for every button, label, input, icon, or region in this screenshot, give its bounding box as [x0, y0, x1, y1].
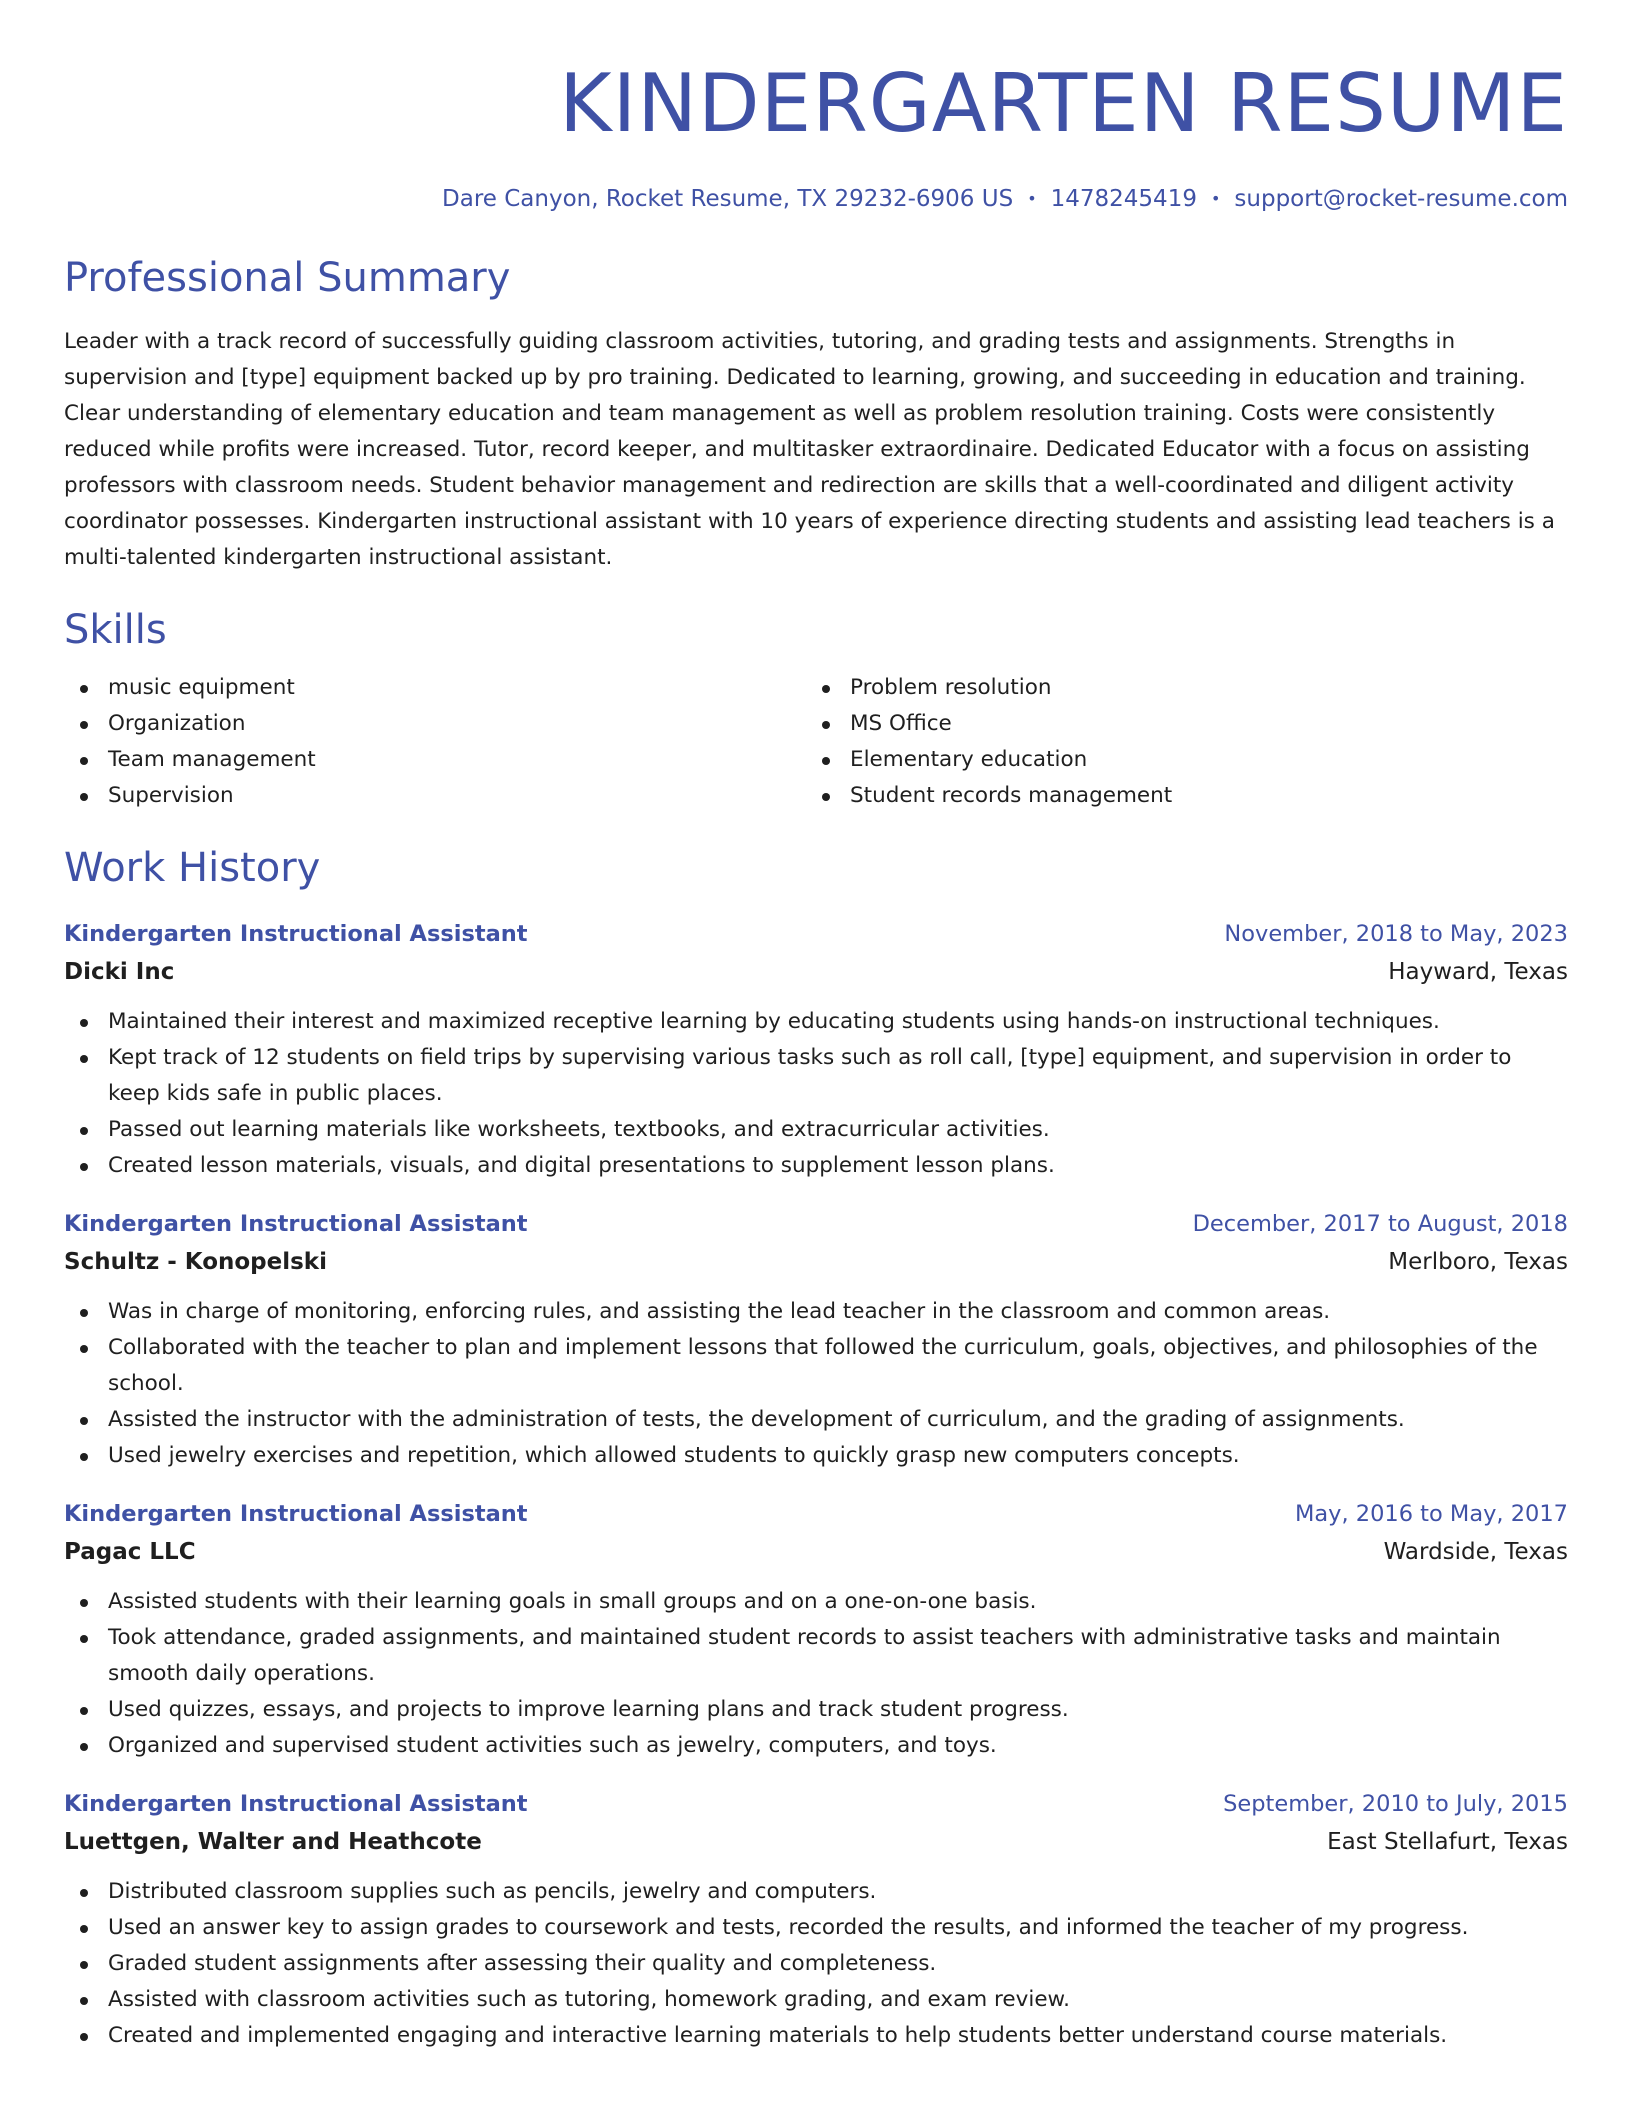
job-entry [64, 1206, 1568, 1474]
skills-column-right [806, 670, 1548, 814]
summary-heading: Professional Summary [64, 255, 511, 301]
job-bullets [64, 1584, 1568, 1764]
job-dates: December, 2017 to August, 2018 [1192, 1211, 1568, 1237]
job-dates: November, 2018 to May, 2023 [1224, 921, 1568, 947]
skills-column-left [64, 670, 806, 814]
contact-line [64, 184, 1568, 214]
skill-item: Supervision [64, 778, 806, 814]
summary-text: Leader with a track record of successfully guiding classroom activities, tutoring, and grading tests and assignments. Strengths in supervision and [type] equipment backed up by pro training. Dedicated to learning, growing, and succeeding in education and training. Clear understanding of elementary education and team management as well as problem resolution training. Costs were consistently reduced while profits were increased. Tutor, record keeper, and multitasker extraordinaire. Dedicated Educator with a focus on assisting professors with classroom needs. Student behavior management and redirection are skills that a well-coordinated and diligent activity coordinator possesses. Kindergarten instructional assistant with 10 years of experience directing students and assisting lead teachers is a multi-talented kindergarten instructional assistant. [64, 329, 1555, 570]
job-company: Luettgen, Walter and Heathcote [64, 1829, 482, 1855]
skill-item: music equipment [64, 670, 806, 706]
job-entry [64, 1496, 1568, 1764]
contact-email[interactable]: support@rocket-resume.com [1234, 186, 1568, 212]
job-bullet: Used quizzes, essays, and projects to improve learning plans and track student progress. [64, 1692, 1568, 1728]
job-bullet: Kept track of 12 students on field trips by supervising various tasks such as roll call, [type] equipment, and supervision in order to keep kids safe in public places. [64, 1040, 1568, 1112]
job-entry [64, 916, 1568, 1184]
job-title: Kindergarten Instructional Assistant [64, 1211, 528, 1237]
job-bullet: Assisted students with their learning goals in small groups and on a one-on-one basis. [64, 1584, 1568, 1620]
job-bullets [64, 1004, 1568, 1184]
job-title: Kindergarten Instructional Assistant [64, 1791, 528, 1817]
job-bullet: Created lesson materials, visuals, and digital presentations to supplement lesson plans. [64, 1148, 1568, 1184]
skill-item: Team management [64, 742, 806, 778]
job-location: East Stellafurt, Texas [1327, 1829, 1568, 1855]
job-location: Wardside, Texas [1383, 1539, 1568, 1565]
job-title: Kindergarten Instructional Assistant [64, 1501, 528, 1527]
skills-heading: Skills [64, 607, 167, 653]
job-company: Pagac LLC [64, 1539, 196, 1565]
skill-item: Organization [64, 706, 806, 742]
job-bullet: Created and implemented engaging and interactive learning materials to help students better understand course materials. [64, 2018, 1568, 2054]
contact-address: Dare Canyon, Rocket Resume, TX 29232-6906 US [442, 186, 1014, 212]
contact-separator: • [1027, 189, 1037, 208]
skill-item: Elementary education [806, 742, 1548, 778]
job-bullet: Passed out learning materials like worksheets, textbooks, and extracurricular activities. [64, 1112, 1568, 1148]
contact-phone: 1478245419 [1050, 186, 1197, 212]
job-entry [64, 1786, 1568, 2054]
job-bullet: Assisted with classroom activities such as tutoring, homework grading, and exam review. [64, 1982, 1568, 2018]
job-bullets [64, 1294, 1568, 1474]
job-bullet: Graded student assignments after assessing their quality and completeness. [64, 1946, 1568, 1982]
skill-item: MS Office [806, 706, 1548, 742]
job-bullet: Used an answer key to assign grades to coursework and tests, recorded the results, and informed the teacher of my progress. [64, 1910, 1568, 1946]
contact-separator: • [1210, 189, 1221, 208]
job-dates: September, 2010 to July, 2015 [1223, 1791, 1568, 1817]
resume-name: KINDERGARTEN RESUME [559, 57, 1568, 150]
job-location: Merlboro, Texas [1388, 1249, 1568, 1275]
job-dates: May, 2016 to May, 2017 [1294, 1501, 1568, 1527]
job-title: Kindergarten Instructional Assistant [64, 921, 528, 947]
job-bullet: Assisted the instructor with the administration of tests, the development of curriculum, and the grading of assignments. [64, 1402, 1568, 1438]
job-company: Dicki Inc [64, 959, 175, 985]
job-bullet: Collaborated with the teacher to plan and implement lessons that followed the curriculum, goals, objectives, and philosophies of the school. [64, 1330, 1568, 1402]
job-bullet: Distributed classroom supplies such as pencils, jewelry and computers. [64, 1874, 1568, 1910]
job-bullet: Used jewelry exercises and repetition, which allowed students to quickly grasp new computers concepts. [64, 1438, 1568, 1474]
job-bullets [64, 1874, 1568, 2054]
job-company: Schultz - Konopelski [64, 1249, 327, 1275]
job-bullet: Organized and supervised student activities such as jewelry, computers, and toys. [64, 1728, 1568, 1764]
job-bullet: Took attendance, graded assignments, and maintained student records to assist teachers with administrative tasks and maintain smooth daily operations. [64, 1620, 1568, 1692]
skill-item: Problem resolution [806, 670, 1548, 706]
job-location: Hayward, Texas [1388, 959, 1568, 985]
skill-item: Student records management [806, 778, 1548, 814]
work-history-heading: Work History [64, 845, 321, 891]
skills-list [64, 670, 1568, 814]
job-bullet: Maintained their interest and maximized receptive learning by educating students using hands-on instructional techniques. [64, 1004, 1568, 1040]
job-bullet: Was in charge of monitoring, enforcing rules, and assisting the lead teacher in the classroom and common areas. [64, 1294, 1568, 1330]
